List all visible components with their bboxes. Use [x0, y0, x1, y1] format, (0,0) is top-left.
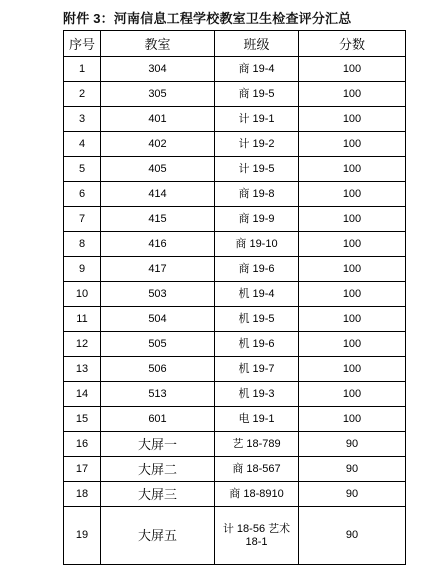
cell-index: 7: [64, 207, 101, 232]
cell-index: 8: [64, 232, 101, 257]
cell-class: 电 19-1: [215, 407, 299, 432]
cell-index: 3: [64, 107, 101, 132]
cell-score: 100: [299, 307, 406, 332]
cell-class: 机 19-5: [215, 307, 299, 332]
table-row: [64, 482, 406, 507]
cell-score: 100: [299, 332, 406, 357]
cell-room: 大屏二: [101, 457, 215, 482]
cell-class: 计 19-5: [215, 157, 299, 182]
table-row: [64, 182, 406, 207]
cell-index: 19: [64, 507, 101, 565]
cell-class: 机 19-7: [215, 357, 299, 382]
cell-room: 513: [101, 382, 215, 407]
cell-index: 14: [64, 382, 101, 407]
cell-index: 2: [64, 82, 101, 107]
table-row: [64, 307, 406, 332]
cell-score: 100: [299, 57, 406, 82]
cell-index: 10: [64, 282, 101, 307]
table-row: [64, 132, 406, 157]
table-row: [64, 457, 406, 482]
table-row: [64, 282, 406, 307]
cell-index: 9: [64, 257, 101, 282]
cell-room: 大屏五: [101, 507, 215, 565]
cell-room: 601: [101, 407, 215, 432]
cell-class: 机 19-4: [215, 282, 299, 307]
cell-index: 18: [64, 482, 101, 507]
score-summary-table: [63, 30, 406, 565]
cell-room: 503: [101, 282, 215, 307]
table-row: [64, 207, 406, 232]
table-row: [64, 332, 406, 357]
table-row: [64, 432, 406, 457]
cell-room: 416: [101, 232, 215, 257]
cell-index: 17: [64, 457, 101, 482]
cell-score: 90: [299, 482, 406, 507]
cell-room: 405: [101, 157, 215, 182]
cell-index: 13: [64, 357, 101, 382]
cell-score: 90: [299, 457, 406, 482]
cell-index: 11: [64, 307, 101, 332]
document-title: 附件 3：河南信息工程学校教室卫生检查评分汇总: [63, 11, 352, 26]
cell-room: 402: [101, 132, 215, 157]
table-header-row: [64, 31, 406, 57]
cell-room: 414: [101, 182, 215, 207]
cell-room: 505: [101, 332, 215, 357]
cell-room: 304: [101, 57, 215, 82]
cell-index: 5: [64, 157, 101, 182]
cell-class: 计 19-2: [215, 132, 299, 157]
cell-class: 机 19-3: [215, 382, 299, 407]
cell-score: 100: [299, 382, 406, 407]
table-row: [64, 507, 406, 565]
cell-room: 305: [101, 82, 215, 107]
cell-class: 商 19-4: [215, 57, 299, 82]
cell-class: 商 19-10: [215, 232, 299, 257]
cell-score: 100: [299, 157, 406, 182]
table-row: [64, 107, 406, 132]
cell-index: 16: [64, 432, 101, 457]
table-row: [64, 357, 406, 382]
column-header-index: 序号: [64, 31, 101, 57]
column-header-class: 班级: [215, 31, 299, 57]
cell-score: 100: [299, 207, 406, 232]
cell-room: 大屏一: [101, 432, 215, 457]
cell-score: 100: [299, 257, 406, 282]
cell-score: 100: [299, 107, 406, 132]
table-row: [64, 157, 406, 182]
cell-score: 90: [299, 507, 406, 565]
cell-score: 100: [299, 232, 406, 257]
cell-class: 商 18-8910: [215, 482, 299, 507]
cell-class: 商 19-5: [215, 82, 299, 107]
cell-class: 商 18-567: [215, 457, 299, 482]
cell-index: 15: [64, 407, 101, 432]
cell-room: 417: [101, 257, 215, 282]
cell-room: 401: [101, 107, 215, 132]
cell-index: 1: [64, 57, 101, 82]
cell-score: 100: [299, 282, 406, 307]
cell-class: 计 18-56 艺术 18-1: [215, 507, 299, 565]
cell-index: 12: [64, 332, 101, 357]
cell-room: 大屏三: [101, 482, 215, 507]
table-row: [64, 382, 406, 407]
table-row: [64, 82, 406, 107]
cell-score: 100: [299, 357, 406, 382]
cell-score: 100: [299, 132, 406, 157]
column-header-room: 教室: [101, 31, 215, 57]
cell-class: 计 19-1: [215, 107, 299, 132]
column-header-score: 分数: [299, 31, 406, 57]
table-row: [64, 257, 406, 282]
cell-room: 504: [101, 307, 215, 332]
table-row: [64, 407, 406, 432]
cell-index: 6: [64, 182, 101, 207]
cell-score: 100: [299, 82, 406, 107]
cell-class: 商 19-9: [215, 207, 299, 232]
cell-class: 机 19-6: [215, 332, 299, 357]
cell-score: 90: [299, 432, 406, 457]
cell-score: 100: [299, 407, 406, 432]
cell-room: 415: [101, 207, 215, 232]
table-row: [64, 57, 406, 82]
cell-room: 506: [101, 357, 215, 382]
cell-class: 商 19-6: [215, 257, 299, 282]
table-row: [64, 232, 406, 257]
cell-class: 艺 18-789: [215, 432, 299, 457]
cell-class: 商 19-8: [215, 182, 299, 207]
cell-score: 100: [299, 182, 406, 207]
cell-index: 4: [64, 132, 101, 157]
